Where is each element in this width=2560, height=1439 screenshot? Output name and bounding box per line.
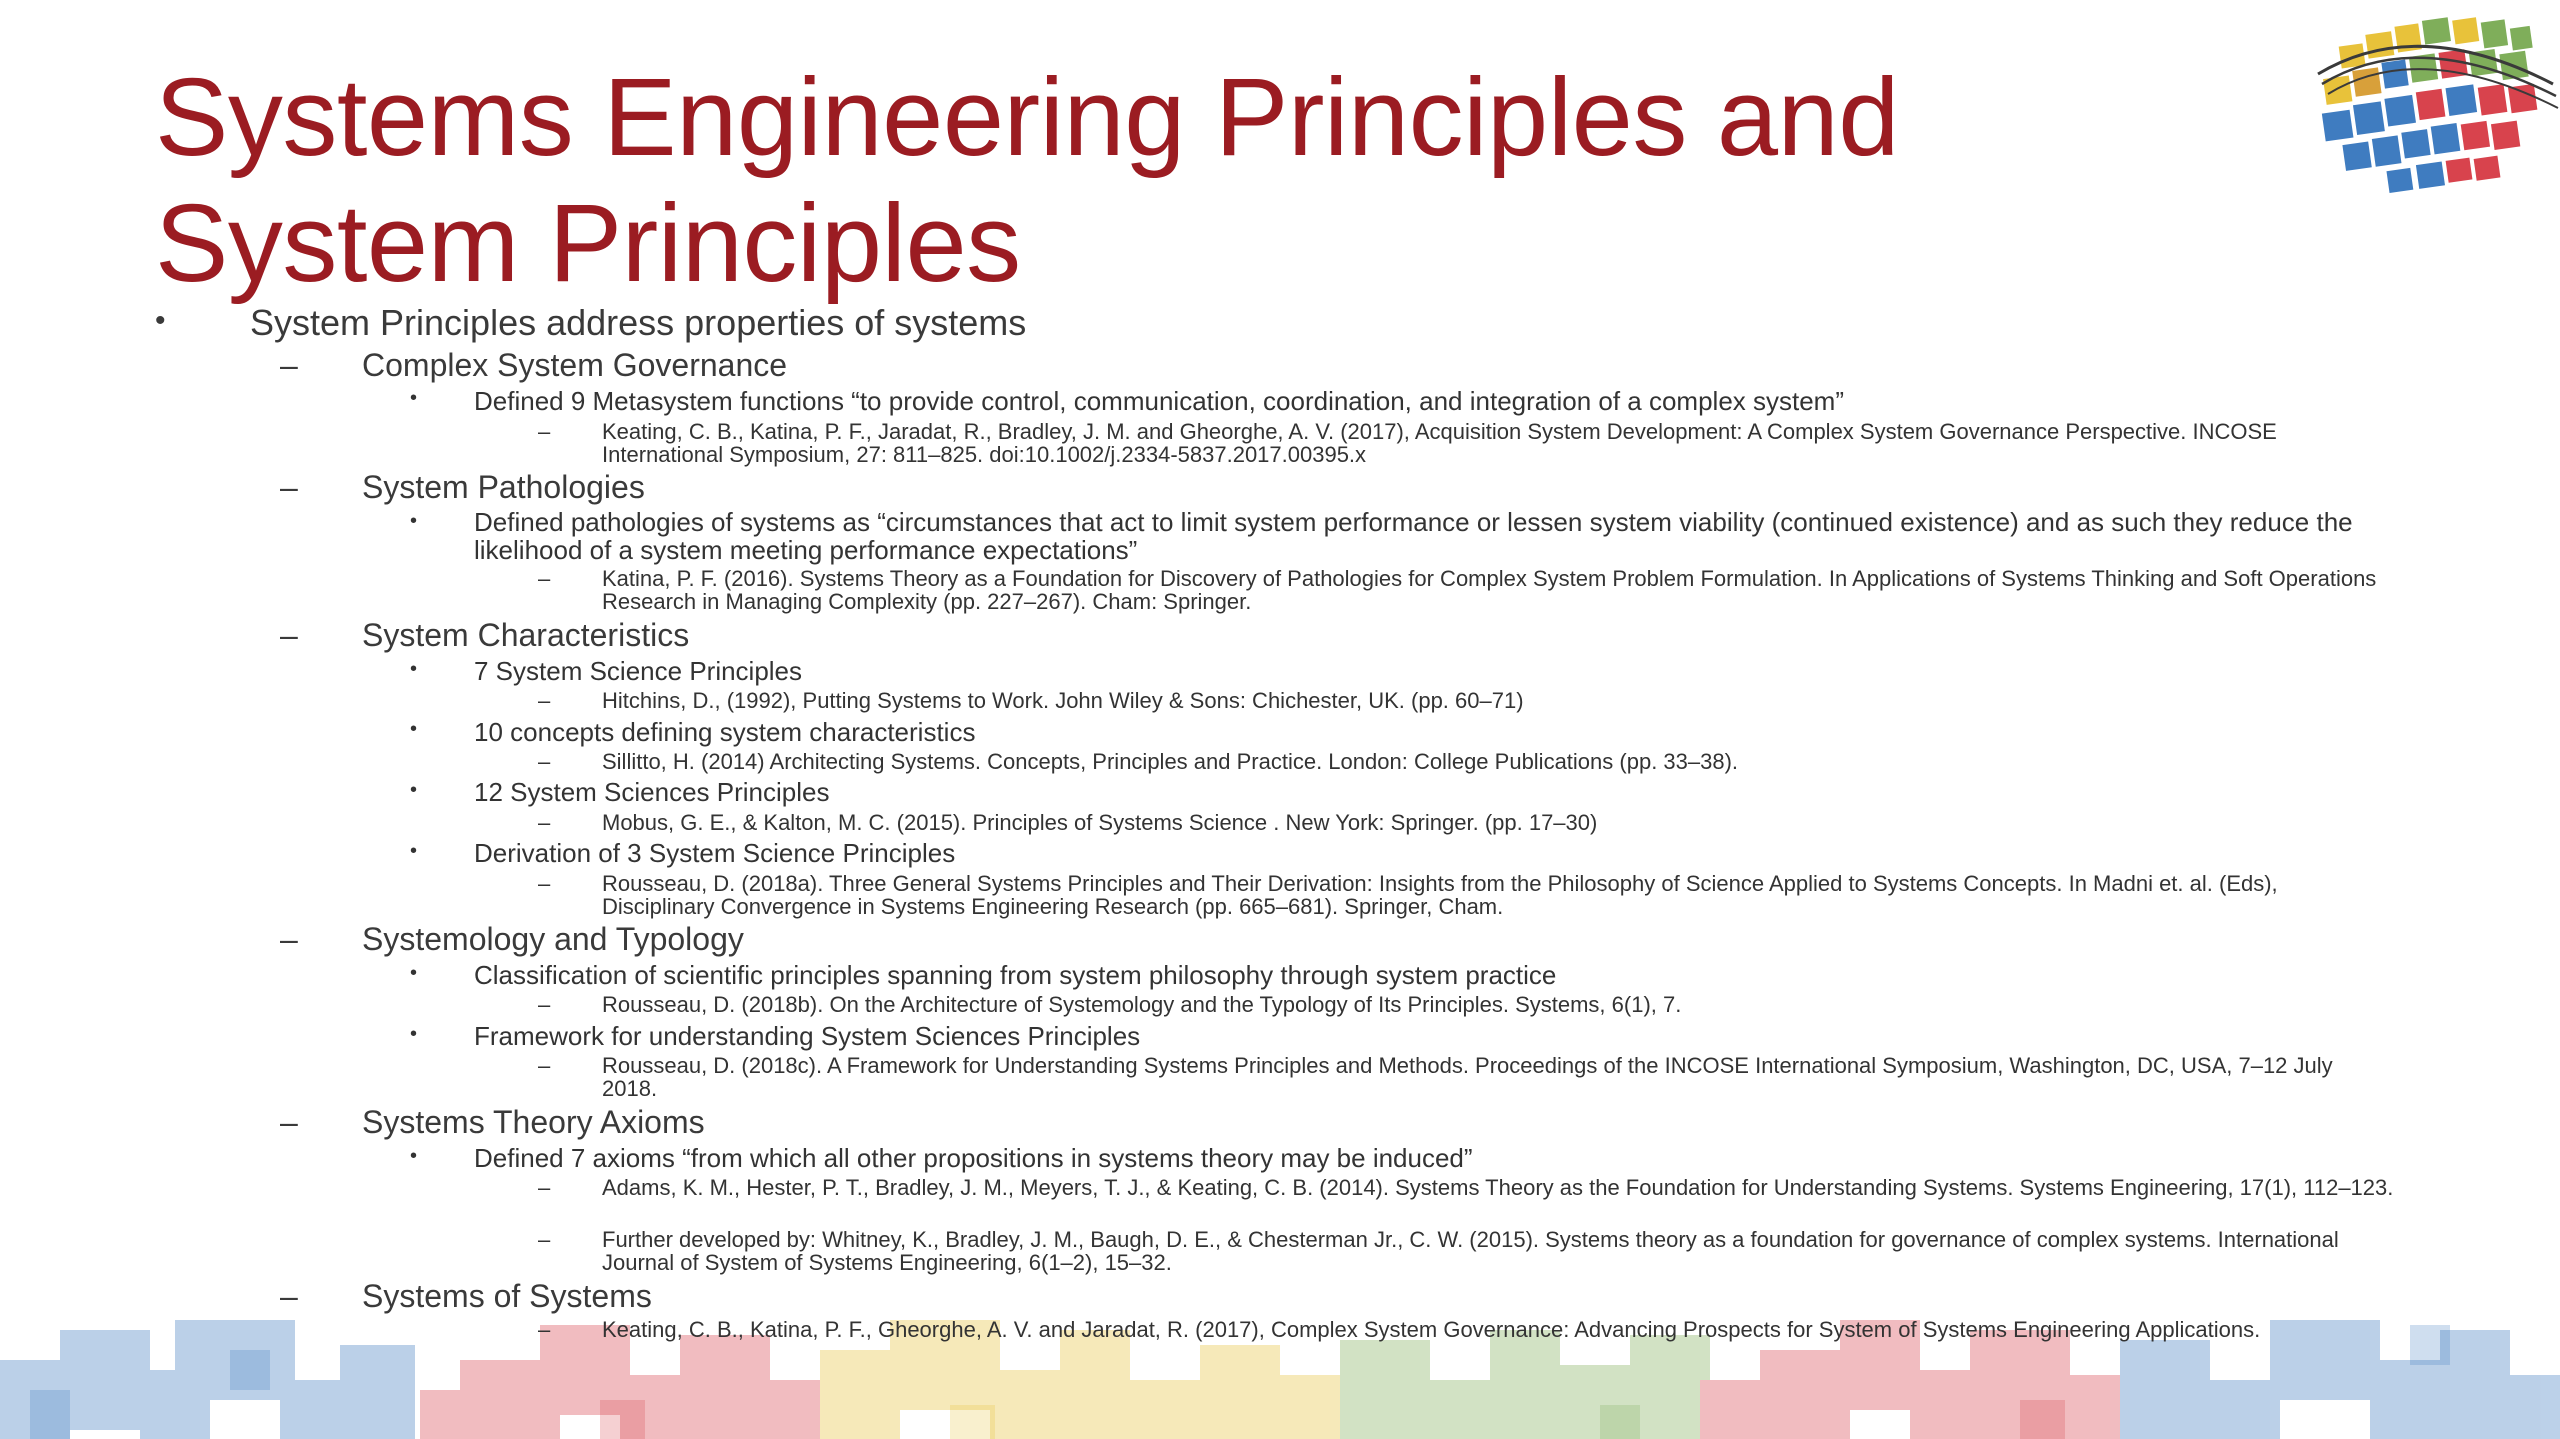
dash-marker: – [538,1317,551,1342]
dash-marker: – [538,419,551,444]
char-ref-1: Hitchins, D., (1992), Putting Systems to Work. John Wiley & Sons: Chichester, UK. (pp. 60–71) [602,688,1524,713]
dash-marker: – [280,1104,298,1140]
dash-marker: – [538,1175,551,1200]
bullet-marker: • [410,387,418,409]
systemology-ref-1: Rousseau, D. (2018b). On the Architecture of Systemology and the Typology of Its Principles. Systems, 6(1), 7. [602,992,1682,1017]
dash-marker: – [538,566,551,591]
main-point: System Principles address properties of systems [250,302,1027,343]
systemology-point-2: Framework for understanding System Sciences Principles [474,1021,1141,1051]
ref-axioms-2: Further developed by: Whitney, K., Bradley, J. M., Baugh, D. E., & Chesterman Jr., C. W. (2015). Systems theory as a foundation for governance of complex systems. International Journal of System of Systems Engineering, 6(1–2), 15–32. [602,1227,2339,1275]
colorful-globe-icon [2308,4,2560,210]
bullet-marker: • [410,510,418,532]
dash-marker: – [280,469,298,505]
dash-marker: – [538,1227,551,1252]
heading-sos: Systems of Systems [362,1278,652,1314]
systemology-point-1: Classification of scientific principles spanning from system philosophy through system practice [474,960,1557,990]
dash-marker: – [538,749,551,774]
bullet-marker: • [410,962,418,984]
char-point-3: 12 System Sciences Principles [474,777,830,807]
systemology-ref-2: Rousseau, D. (2018c). A Framework for Understanding Systems Principles and Methods. Proceedings of the INCOSE International Symposium, Washington, DC, USA, 7–12 July 2018. [602,1053,2333,1101]
point-pathologies: Defined pathologies of systems as “circumstances that act to limit system performance or lessen system viability (continued existence) and as such they reduce the likelihood of a system meeting performance expectations” [474,507,2353,565]
point-csg: Defined 9 Metasystem functions “to provide control, communication, coordination, and integration of a complex system” [474,386,1845,416]
dash-marker: – [280,617,298,653]
heading-axioms: Systems Theory Axioms [362,1104,705,1140]
dash-marker: – [538,992,551,1017]
dash-marker: – [538,688,551,713]
char-ref-2: Sillitto, H. (2014) Architecting Systems. Concepts, Principles and Practice. London: College Publications (pp. 33–38). [602,749,1739,774]
ref-pathologies: Katina, P. F. (2016). Systems Theory as a Foundation for Discovery of Pathologies for Complex System Problem Formulation. In Applications of Systems Thinking and Soft Operations Research in Managing Complexity (pp. 227–267). Cham: Springer. [602,566,2377,614]
ref-sos: Keating, C. B., Katina, P. F., Gheorghe, A. V. and Jaradat, R. (2017), Complex System Governance: Advancing Prospects for System of Systems Engineering Applications. [602,1317,2261,1342]
dash-marker: – [280,347,298,383]
bullet-marker: • [410,840,418,862]
ref-axioms-1: Adams, K. M., Hester, P. T., Bradley, J. M., Meyers, T. J., & Keating, C. B. (2014). Systems Theory as the Foundation for Understanding Systems. Systems Engineering, 17(1), 112–123. [602,1175,2394,1200]
char-point-2: 10 concepts defining system characteristics [474,717,976,747]
dash-marker: – [538,871,551,896]
dash-marker: – [538,810,551,835]
char-point-1: 7 System Science Principles [474,656,803,686]
heading-characteristics: System Characteristics [362,617,690,653]
heading-csg: Complex System Governance [362,347,788,383]
heading-pathologies: System Pathologies [362,469,645,505]
bullet-marker: • [410,779,418,801]
slide-title: Systems Engineering Principles and System Principles [155,56,1899,305]
char-ref-3: Mobus, G. E., & Kalton, M. C. (2015). Principles of Systems Science . New York: Springer. (pp. 17–30) [602,810,1598,835]
bullet-marker: • [410,718,418,740]
heading-systemology: Systemology and Typology [362,921,744,957]
bullet-marker: • [410,1145,418,1167]
bullet-marker: • [410,1023,418,1045]
bullet-marker: • [410,658,418,680]
char-ref-4: Rousseau, D. (2018a). Three General Systems Principles and Their Derivation: Insights from the Philosophy of Science Applied to Systems Concepts. In Madni et. al. (Eds), Disciplinary Convergence in Systems Engineering Research (pp. 665–681). Springer, Cham. [602,871,2278,919]
point-axioms: Defined 7 axioms “from which all other propositions in systems theory may be induced” [474,1143,1473,1173]
bullet-marker: • [155,304,166,337]
ref-csg: Keating, C. B., Katina, P. F., Jaradat, R., Bradley, J. M. and Gheorghe, A. V. (2017), Acquisition System Development: A Complex System Governance Perspective. INCOSE International Symposium, 27: 811–825. doi:10.1002/j.2334-5837.2017.00395.x [602,419,2277,467]
dash-marker: – [280,921,298,957]
dash-marker: – [280,1278,298,1314]
char-point-4: Derivation of 3 System Science Principles [474,838,956,868]
dash-marker: – [538,1053,551,1078]
